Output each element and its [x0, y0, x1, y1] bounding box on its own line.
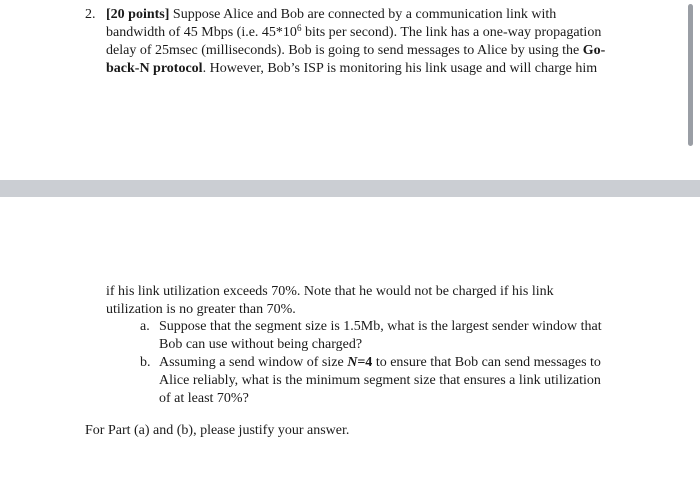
part-a-label: a. — [140, 319, 150, 334]
part-b-label: b. — [140, 355, 151, 370]
exponent: 6 — [296, 23, 302, 33]
question-line-1: [20 points] Suppose Alice and Bob are connected by a communication link with — [106, 7, 557, 22]
page-separator — [0, 180, 700, 197]
question-points: [20 points] — [106, 7, 170, 22]
question-continuation: if his link utilization exceeds 70%. Note that he would not be charged if his link utilization is no greater than 70%. — [106, 284, 554, 317]
question-line-3: delay of 25msec (milliseconds). Bob is going to send messages to Alice by using the Go- — [106, 43, 606, 58]
document-page-top — [0, 0, 700, 180]
question-line-2: bandwidth of 45 Mbps (i.e. $45*10^6$ bits per second). The link has a one-way propagation — [106, 23, 602, 40]
part-a-text: Suppose that the segment size is 1.5Mb, what is the largest sender window that Bob can use without being charged? — [159, 319, 602, 352]
part-b-line-1: Assuming a send window of size N=4 to ensure that Bob can send messages to — [159, 355, 601, 370]
question-text — [106, 6, 611, 78]
question-line-4: back-N protocol. However, Bob’s ISP is monitoring his link usage and will charge him — [106, 61, 598, 76]
closing-instruction: For Part (a) and (b), please justify your answer. — [85, 423, 350, 438]
scrollbar-thumb[interactable] — [688, 4, 693, 146]
question-number: 2. — [85, 7, 96, 22]
document-page-bottom — [0, 197, 700, 480]
part-b-text: Assuming a send window of size N=4 to ensure that Bob can send messages to Alice reliably, what is the minimum segment size that ensures a link utilization of at least 70%? — [159, 354, 629, 408]
